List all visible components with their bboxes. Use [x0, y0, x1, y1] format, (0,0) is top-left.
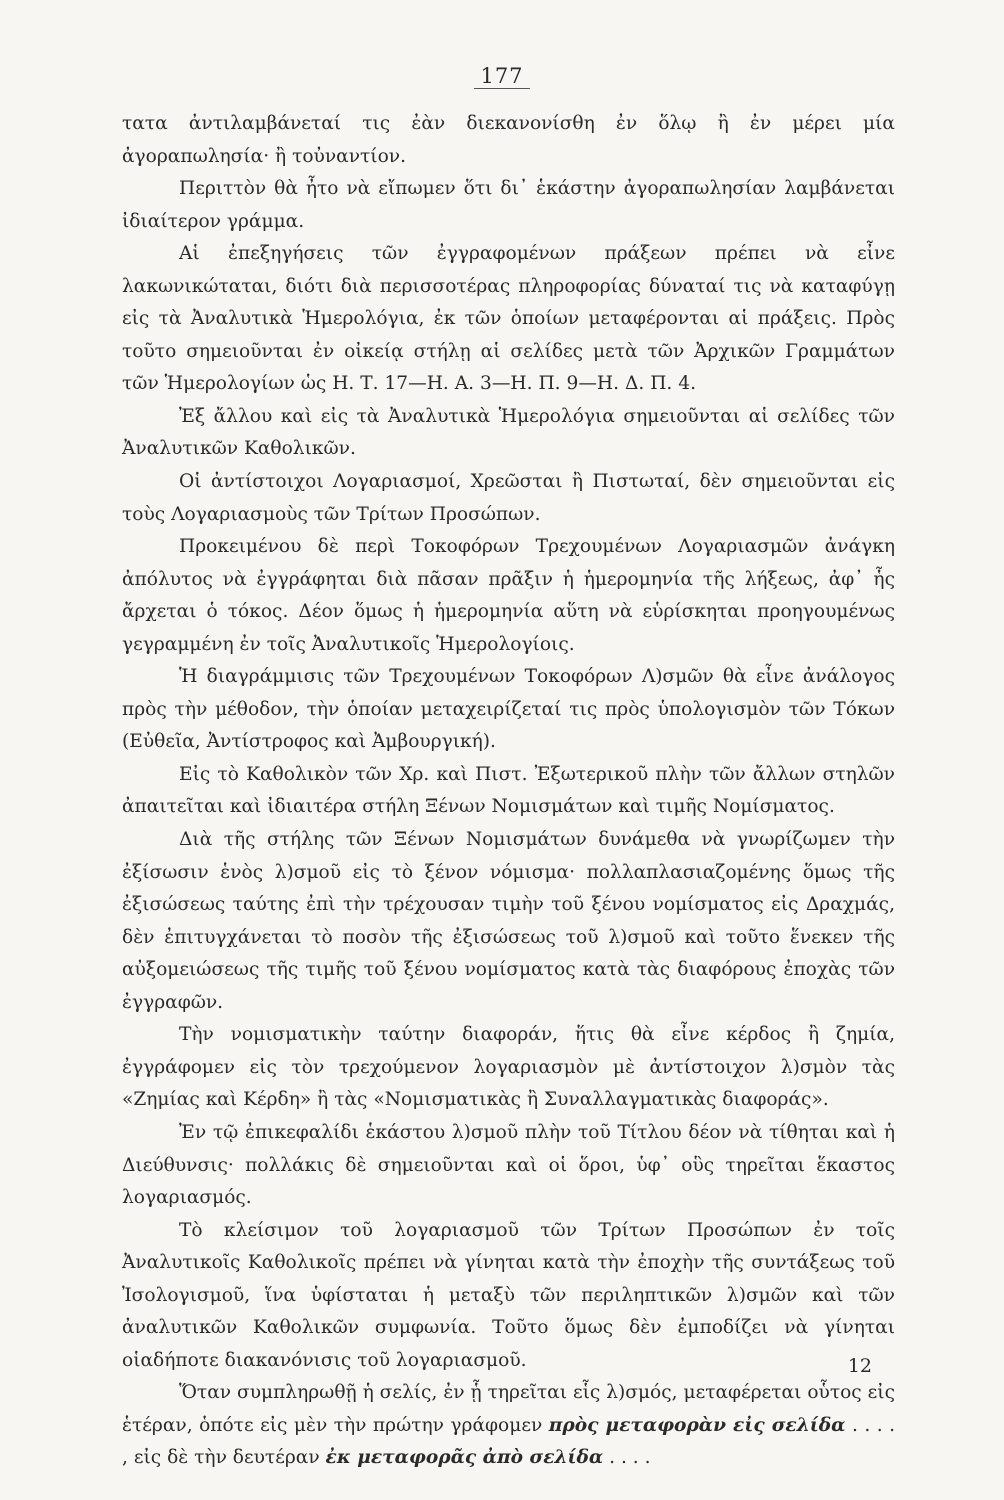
paragraph-last [122, 1377, 895, 1475]
text-run: Ὅταν συμπληρωθῇ ἡ σελίς, ἐν ᾗ τηρεῖται εἷς λ)σμός, μεταφέρεται οὗτος εἰς ἑτέραν, ὁπότε εἰς μὲν τὴν πρώτην γράφομεν [122, 1382, 895, 1436]
paragraph: Ἐξ ἄλλου καὶ εἰς τὰ Ἀναλυτικὰ Ἡμερολόγια σημειοῦνται αἱ σελίδες τῶν Ἀναλυτικῶν Καθολικῶν. [122, 405, 895, 460]
paragraph: Τὴν νομισματικὴν ταύτην διαφοράν, ἥτις θὰ εἶνε κέρδος ἢ ζημία, ἐγγράφομεν εἰς τὸν τρεχούμενον λογαριασμὸν μὲ ἀντίστοιχον λ)σμὸν τὰς «Ζημίας καὶ Κέρδη» ἢ τὰς «Νομισματικὰς ἢ Συναλλαγματικὰς διαφοράς». [122, 1024, 895, 1111]
page-number: 177 [0, 64, 1004, 88]
emphasis-text: ἐκ μεταφορᾶς ἀπὸ σελίδα [325, 1447, 604, 1469]
paragraph: Οἱ ἀντίστοιχοι Λογαριασμοί, Χρεῶσται ἢ Πιστωταί, δὲν σημειοῦνται εἰς τοὺς Λογαριασμοὺς τῶν Τρίτων Προσώπων. [122, 471, 895, 525]
paragraph: Διὰ τῆς στήλης τῶν Ξένων Νομισμάτων δυνάμεθα νὰ γνωρίζωμεν τὴν ἐξίσωσιν ἑνὸς λ)σμοῦ εἰς τὸ ξένον νόμισμα· πολλαπλασιαζομένης ὅμως τῆς ἐξισώσεως ταύτης ἐπὶ τὴν τρέχουσαν τιμὴν τοῦ ξένου νομίσματος εἰς Δραχμάς, δὲν ἐπιτυγχάνεται τὸ ποσὸν τῆς ἐξισώσεως τοῦ λ)σμοῦ καὶ τοῦτο ἕνεκεν τῆς αὐξομειώσεως τῆς τιμῆς τοῦ ξένου νομίσματος κατὰ τὰς διαφόρους ἐποχὰς τῶν ἐγγραφῶν. [122, 829, 895, 1013]
text-run: . . . . [603, 1447, 651, 1469]
paragraph: Τὸ κλείσιμον τοῦ λογαριασμοῦ τῶν Τρίτων Προσώπων ἐν τοῖς Ἀναλυτικοῖς Καθολικοῖς πρέπει νὰ γίνηται κατὰ τὴν ἐποχὴν τῆς συντάξεως τοῦ Ἰσολογισμοῦ, ἵνα ὑφίσταται ἡ μεταξὺ τῶν περιληπτικῶν λ)σμῶν καὶ τῶν ἀναλυτικῶν Καθολικῶν συμφωνία. Τοῦτο ὅμως δὲν ἐμποδίζει νὰ γίνηται οἱαδήποτε διακανόνισις τοῦ λογαριασμοῦ. [122, 1219, 895, 1371]
paragraph: Περιττὸν θὰ ἦτο νὰ εἴπωμεν ὅτι δι᾽ ἑκάστην ἀγοραπωλησίαν λαμβάνεται ἰδιαίτερον γράμμα. [122, 178, 895, 232]
body-text [122, 108, 895, 1475]
text-run: . . . . , εἰς δὲ τὴν δευτέραν [122, 1414, 895, 1469]
paragraph: Εἰς τὸ Καθολικὸν τῶν Χρ. καὶ Πιστ. Ἐξωτερικοῦ πλὴν τῶν ἄλλων στηλῶν ἀπαιτεῖται καὶ ἰδιαιτέρα στήλη Ξένων Νομισμάτων καὶ τιμῆς Νομίσματος. [122, 763, 895, 818]
paragraph: τατα ἀντιλαμβάνεταί τις ἐὰν διεκανονίσθη ἐν ὅλῳ ἢ ἐν μέρει μία ἀγοραπωλησία· ἢ τοὐναντίον. [122, 113, 895, 167]
signature-mark: 12 [847, 1355, 872, 1377]
paragraph: Αἱ ἐπεξηγήσεις τῶν ἐγγραφομένων πράξεων πρέπει νὰ εἶνε λακωνικώταται, διότι διὰ περισσοτέρας πληροφορίας δύναταί τις νὰ καταφύγῃ εἰς τὰ Ἀναλυτικὰ Ἡμερολόγια, ἐκ τῶν ὁποίων μεταφέρονται αἱ πράξεις. Πρὸς τοῦτο σημειοῦνται ἐν οἰκείᾳ στήλῃ αἱ σελίδες μετὰ τῶν Ἀρχικῶν Γραμμάτων τῶν Ἡμερολογίων ὡς Η. Τ. 17—Η. Α. 3—Η. Π. 9—Η. Δ. Π. 4. [122, 243, 895, 395]
paragraph: Προκειμένου δὲ περὶ Τοκοφόρων Τρεχουμένων Λογαριασμῶν ἀνάγκη ἀπόλυτος νὰ ἐγγράφηται διὰ πᾶσαν πρᾶξιν ἡ ἡμερομηνία τῆς λήξεως, ἀφ᾽ ἧς ἄρχεται ὁ τόκος. Δέον ὅμως ἡ ἡμερομηνία αὕτη νὰ εὑρίσκηται προηγουμένως γεγραμμένη ἐν τοῖς Ἀναλυτικοῖς Ἡμερολογίοις. [122, 536, 895, 655]
paragraph: Ἡ διαγράμμισις τῶν Τρεχουμένων Τοκοφόρων Λ)σμῶν θὰ εἶνε ἀνάλογος πρὸς τὴν μέθοδον, τὴν ὁποίαν μεταχειρίζεταί τις πρὸς ὑπολογισμὸν τῶν Τόκων (Εὐθεῖα, Ἀντίστροφος καὶ Ἀμβουργική). [122, 666, 895, 753]
emphasis-text: πρὸς μεταφορὰν εἰς σελίδα [548, 1414, 846, 1436]
paragraph: Ἐν τῷ ἐπικεφαλίδι ἑκάστου λ)σμοῦ πλὴν τοῦ Τίτλου δέον νὰ τίθηται καὶ ἡ Διεύθυνσις· πολλάκις δὲ σημειοῦνται καὶ οἱ ὅροι, ὑφ᾽ οὓς τηρεῖται ἕκαστος λογαριασμός. [122, 1121, 895, 1209]
